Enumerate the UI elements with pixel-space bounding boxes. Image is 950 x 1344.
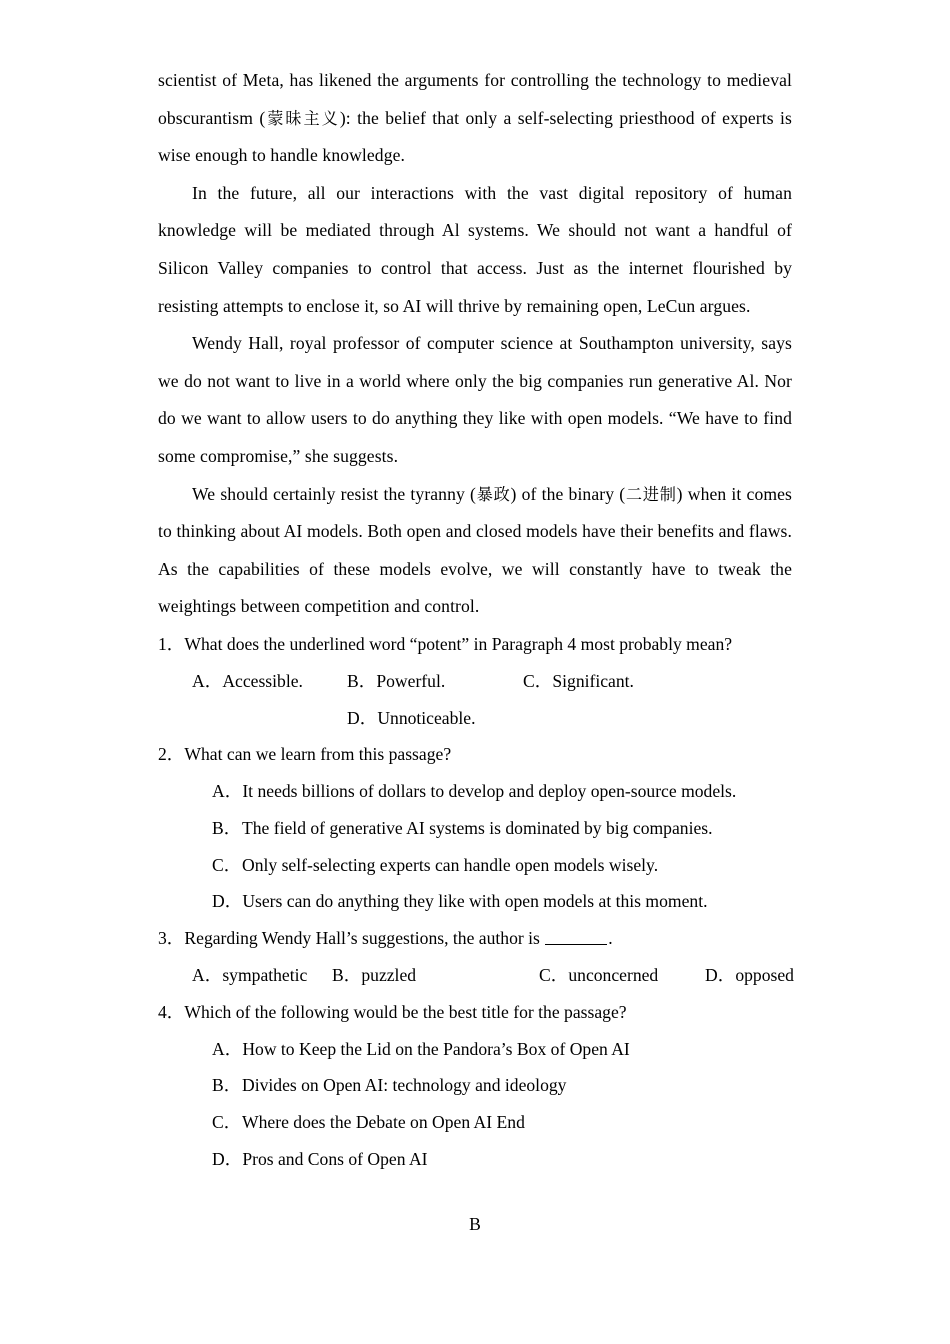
option-label: B． (212, 1075, 242, 1096)
question-2-stem (158, 736, 792, 773)
chinese-gloss-binary: 二进制 (625, 484, 677, 504)
question-1 (158, 626, 792, 736)
option-label: C． (212, 1112, 242, 1133)
question-2-number: 2． (158, 744, 185, 765)
question-1-option-c[interactable] (523, 663, 634, 700)
question-4 (158, 994, 792, 1178)
question-2-option-b[interactable] (158, 810, 792, 847)
question-4-option-a[interactable] (158, 1031, 792, 1068)
paragraph-segment-text: ) when it comes to thinking about AI models. Both open and closed models have their benefits and flaws. As the capabilities of these models evolve, we will constantly have to tweak the weightings between competition and control. (158, 483, 792, 617)
option-label: A． (212, 1038, 243, 1059)
question-1-option-b[interactable] (347, 663, 523, 700)
question-4-number: 4． (158, 1001, 185, 1022)
option-label: B． (332, 965, 362, 986)
paragraph-segment-text: scientist of Meta, has likened the arguments for controlling the technology to medieval obscurantism ( (158, 70, 792, 128)
question-3-option-c[interactable] (539, 957, 705, 994)
option-text: Significant. (552, 670, 634, 691)
passage-body (158, 62, 792, 626)
question-3-stem (158, 920, 792, 957)
passage-paragraph-4 (158, 476, 792, 626)
question-1-stem (158, 626, 792, 663)
option-label: D． (212, 891, 243, 912)
option-label: A． (212, 781, 243, 802)
paragraph-segment-text: ): the belief that only a self-selecting priesthood of experts is wise enough to handle knowledge. (158, 107, 792, 166)
option-label: D． (212, 1149, 243, 1170)
paragraph-segment-text: ) of the binary ( (510, 483, 626, 504)
option-text: Accessible. (222, 670, 303, 691)
option-label: C． (523, 670, 553, 691)
question-3-number: 3． (158, 928, 185, 949)
chinese-gloss-obscurantism: 蒙昧主义 (265, 108, 340, 128)
option-text: Unnoticeable. (377, 707, 476, 728)
option-text: Users can do anything they like with open models at this moment. (242, 891, 708, 912)
document-content (158, 62, 792, 1178)
question-3-option-b[interactable] (332, 957, 539, 994)
option-label: A． (192, 670, 223, 691)
option-text: opposed (735, 965, 794, 986)
option-label: B． (212, 817, 242, 838)
passage-paragraph-2: In the future, all our interactions with the vast digital repository of human knowledge will be mediated through Al systems. We should not want a handful of Silicon Valley companies to control that access. Just as the internet flourished by resisting attempts to enclose it, so AI will thrive by remaining open, LeCun argues. (158, 182, 792, 316)
option-text: Where does the Debate on Open AI End (242, 1112, 525, 1133)
option-text: unconcerned (568, 965, 659, 986)
paragraph-segment-text: We should certainly resist the tyranny ( (192, 483, 476, 504)
section-marker: B (469, 1214, 481, 1234)
question-1-options-row (158, 663, 792, 700)
question-3-option-d[interactable] (705, 957, 794, 994)
option-label: C． (539, 965, 569, 986)
question-4-option-d[interactable] (158, 1141, 792, 1178)
question-1-option-d[interactable] (347, 700, 476, 737)
question-4-stem-text: Which of the following would be the best title for the passage? (184, 1001, 627, 1022)
passage-paragraph-1 (158, 62, 792, 175)
option-label: D． (705, 965, 736, 986)
question-2 (158, 736, 792, 920)
option-text: Pros and Cons of Open AI (242, 1149, 428, 1170)
question-3-options-row (158, 957, 792, 994)
option-text: Only self-selecting experts can handle open models wisely. (242, 854, 659, 875)
option-text: Divides on Open AI: technology and ideology (242, 1075, 567, 1096)
question-1-stem-text: What does the underlined word “potent” in Paragraph 4 most probably mean? (184, 633, 733, 654)
option-text: The field of generative AI systems is dominated by big companies. (242, 817, 713, 838)
option-text: puzzled (361, 965, 417, 986)
option-text: sympathetic (222, 965, 308, 986)
question-2-stem-text: What can we learn from this passage? (184, 744, 452, 765)
passage-paragraph-3: Wendy Hall, royal professor of computer science at Southampton university, says we do not want to live in a world where only the big companies run generative Al. Nor do we want to allow users to do anything they like with open models. “We have to find some compromise,” she suggests. (158, 333, 792, 466)
question-3-option-a[interactable] (192, 957, 332, 994)
question-4-stem (158, 994, 792, 1031)
question-2-option-a[interactable] (158, 773, 792, 810)
question-4-option-b[interactable] (158, 1067, 792, 1104)
question-1-option-a[interactable] (192, 663, 347, 700)
option-label: D． (347, 707, 378, 728)
option-text: It needs billions of dollars to develop and deploy open-source models. (242, 781, 737, 802)
question-2-option-c[interactable] (158, 847, 792, 884)
question-1-number: 1． (158, 633, 185, 654)
question-1-options-row-2 (158, 700, 792, 737)
question-3-stem-text-after: . (608, 928, 613, 949)
answer-blank[interactable] (545, 944, 607, 945)
question-4-option-c[interactable] (158, 1104, 792, 1141)
question-3-stem-text-before: Regarding Wendy Hall’s suggestions, the author is (184, 928, 545, 949)
option-text: How to Keep the Lid on the Pandora’s Box of Open AI (242, 1038, 630, 1059)
option-label: A． (192, 965, 223, 986)
option-label: C． (212, 854, 242, 875)
chinese-gloss-tyranny: 暴政 (475, 484, 511, 504)
option-label: B． (347, 670, 377, 691)
question-2-option-d[interactable] (158, 883, 792, 920)
question-3 (158, 920, 792, 994)
option-text: Powerful. (376, 670, 446, 691)
